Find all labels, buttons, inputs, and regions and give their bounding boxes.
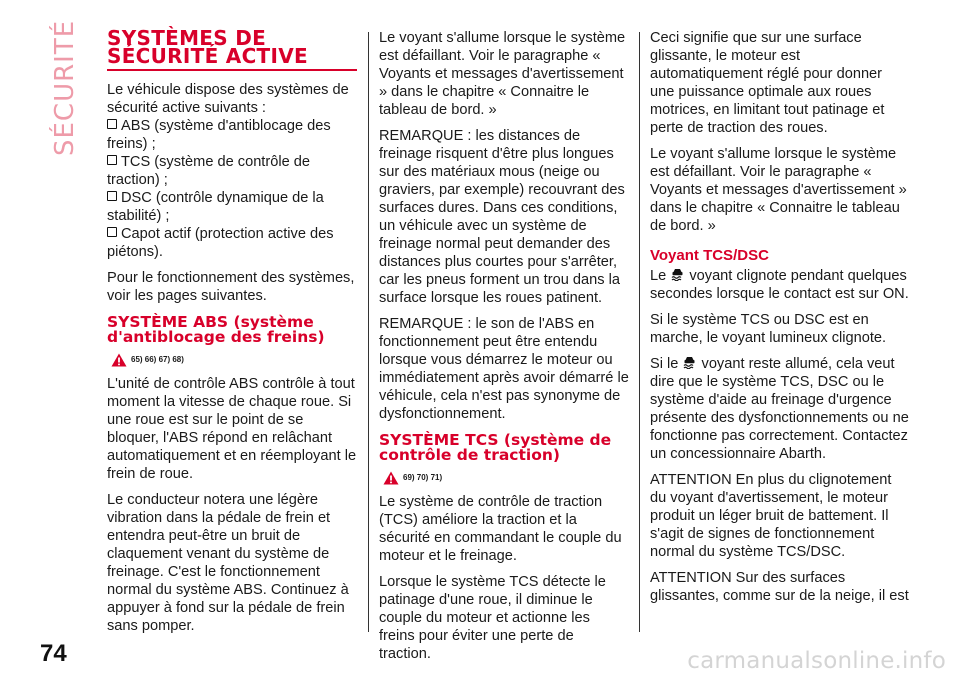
tcs-section-title: SYSTÈME TCS (système de contrôle de traction) <box>379 431 612 464</box>
column-divider <box>368 32 369 632</box>
section-side-label: SÉCURITÉ <box>50 19 80 157</box>
page-number: 74 <box>40 640 67 667</box>
paragraph: ATTENTION En plus du clignotement du voyant d'avertissement, le moteur produit un léger bruit de battement. Il s'agit de signes de fonctionnement normal du système TCS/DSC. <box>650 472 892 560</box>
column-1 <box>107 26 357 643</box>
checkbox-bullet-icon <box>107 227 117 237</box>
see-next-text: Pour le fonctionnement des systèmes, voir les pages suivantes. <box>107 270 355 304</box>
column-2 <box>379 29 629 671</box>
warning-references: 69) 70) 71) <box>383 469 629 487</box>
checkbox-bullet-icon <box>107 119 117 129</box>
abs-paragraph: L'unité de contrôle ABS contrôle à tout moment la vitesse de chaque roue. Si une roue est sur le point de se bloquer, l'ABS répond en relâchant automatiquement et en réemployant le frein de roue. <box>107 376 357 482</box>
list-item: TCS (système de contrôle de traction) ; <box>107 154 310 188</box>
paragraph: Le voyant s'allume lorsque le système est défaillant. Voir le paragraphe « Voyants et messages d'avertissement » dans le chapitre « Connaitre le tableau de bord. » <box>650 146 907 234</box>
watermark: carmanualsonline.info <box>687 648 946 674</box>
traction-control-icon <box>683 355 696 369</box>
paragraph: REMARQUE : le son de l'ABS en fonctionnement peut être entendu lorsque vous démarrez le moteur ou immédiatement après avoir démarré le véhicule, cela n'est pas synonyme de dysfonctionnement. <box>379 316 629 422</box>
page-title: SYSTÈMES DE SÉCURITÉ ACTIVE <box>107 26 308 68</box>
checkbox-bullet-icon <box>107 191 117 201</box>
voyant-section-title: Voyant TCS/DSC <box>650 247 769 264</box>
paragraph: Si le voyant reste allumé, cela veut dire que le système TCS, DSC ou le système d'aide au freinage d'urgence présente des dysfonctionnements ou ne fonctionne pas correctement. Contactez un concessionnaire Abarth. <box>650 356 909 462</box>
paragraph: Le voyant s'allume lorsque le système est défaillant. Voir le paragraphe « Voyants et messages d'avertissement » dans le chapitre « Connaitre le tableau de bord. » <box>379 30 626 118</box>
list-item: ABS (système d'antiblocage des freins) ; <box>107 118 331 152</box>
list-item: Capot actif (protection active des piétons). <box>107 226 334 260</box>
abs-paragraph: Le conducteur notera une légère vibration dans la pédale de frein et entendra peut-être un bruit de claquement venant du système de freinage. C'est le fonctionnement normal du système ABS. Continuez à appuyer à fond sur la pédale de frein sans pomper. <box>107 492 349 634</box>
column-3 <box>650 29 910 613</box>
paragraph: Le système de contrôle de traction (TCS) améliore la traction et la sécurité en commandant le couple du moteur et le freinage. <box>379 494 622 564</box>
warning-triangle-icon <box>111 353 127 367</box>
list-item: DSC (contrôle dynamique de la stabilité) ; <box>107 190 324 224</box>
title-underline <box>107 69 357 71</box>
warning-references: 65) 66) 67) 68) <box>111 351 357 369</box>
paragraph: Ceci signifie que sur une surface glissante, le moteur est automatiquement réglé pour donner une puissance optimale aux roues motrices, en limitant tout patinage et perte de traction des roues. <box>650 30 885 136</box>
paragraph: Le voyant clignote pendant quelques secondes lorsque le contact est sur ON. <box>650 268 909 302</box>
checkbox-bullet-icon <box>107 155 117 165</box>
intro-text: Le véhicule dispose des systèmes de sécurité active suivants : <box>107 82 349 116</box>
column-divider <box>639 32 640 632</box>
warning-triangle-icon <box>383 471 399 485</box>
paragraph: ATTENTION Sur des surfaces glissantes, comme sur de la neige, il est <box>650 570 909 604</box>
paragraph: Lorsque le système TCS détecte le patinage d'une roue, il diminue le couple du moteur et actionne les freins pour éviter une perte de traction. <box>379 574 606 662</box>
paragraph: REMARQUE : les distances de freinage risquent d'être plus longues sur des matériaux mous (neige ou graviers, par exemple) recouvrant des surfaces dures. Dans ces conditions, un véhicule avec un système de freinage normal peut demander des distances plus courtes pour s'arrêter, car les pneus forment un trou dans la surface lorsque les roues patinent. <box>379 128 625 306</box>
traction-control-icon <box>671 267 684 281</box>
paragraph: Si le système TCS ou DSC est en marche, le voyant lumineux clignote. <box>650 312 887 346</box>
abs-section-title: SYSTÈME ABS (système d'antiblocage des freins) <box>107 313 325 346</box>
